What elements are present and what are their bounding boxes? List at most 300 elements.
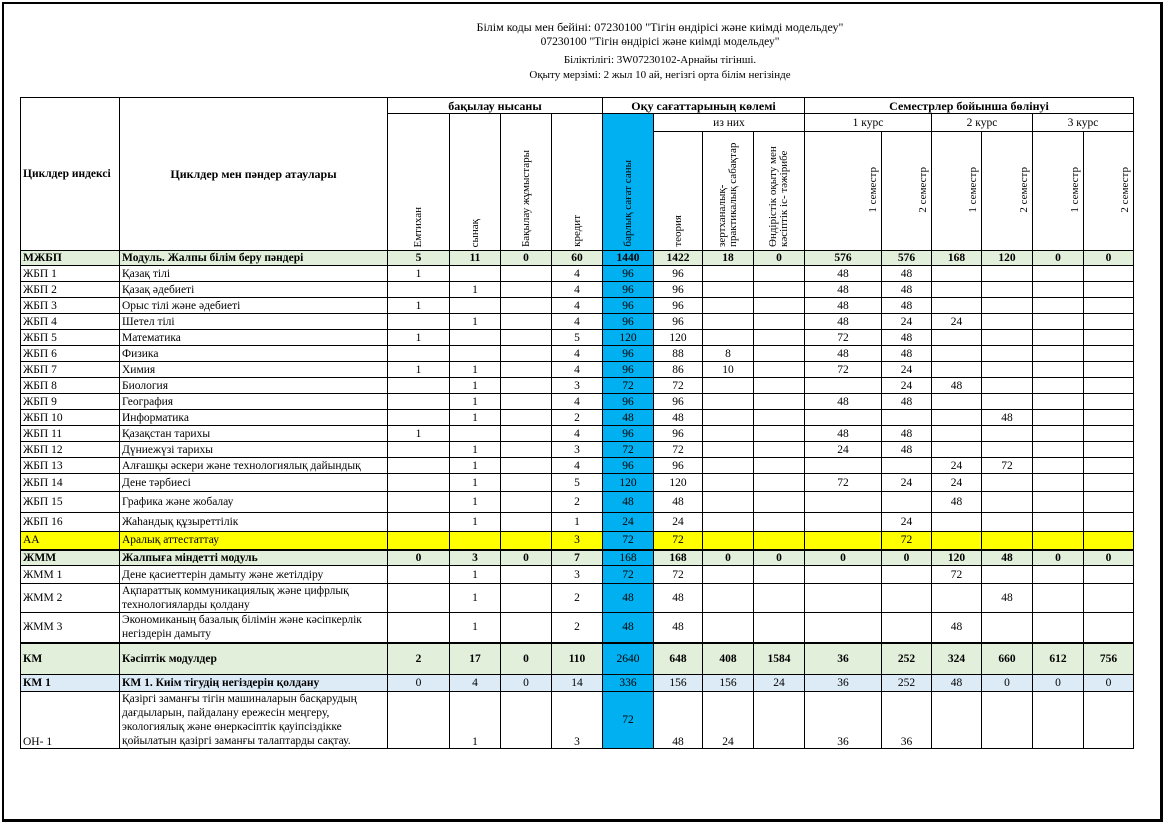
cell-lab-practice: 156 [703, 675, 754, 692]
title-code: 07230100 "Тігін өндірісі және киімді модельдеу" [540, 36, 780, 48]
cell-control-work [501, 513, 552, 532]
cell-exam [388, 584, 450, 613]
col-header-course1: 1 курс [805, 114, 932, 132]
cell-credit: 2 [552, 410, 603, 426]
cell-name: Математика [120, 330, 388, 346]
cell-total-hours: 72 [603, 378, 654, 394]
cell-c3-sem1 [1033, 266, 1084, 282]
cell-control-work: 0 [501, 643, 552, 675]
cell-c2-sem1: 72 [932, 566, 982, 584]
cell-total-hours: 96 [603, 314, 654, 330]
cell-control-work [501, 346, 552, 362]
cell-c2-sem2 [982, 266, 1033, 282]
cell-lab-practice [703, 566, 754, 584]
cell-theory: 86 [654, 362, 703, 378]
cell-control-work [501, 362, 552, 378]
cell-c1-sem2: 48 [882, 426, 932, 442]
cell-c3-sem2 [1084, 513, 1134, 532]
cell-index: ЖБП 10 [21, 410, 120, 426]
cell-credit: 4 [552, 394, 603, 410]
cell-credit: 4 [552, 362, 603, 378]
cell-total-hours: 48 [603, 492, 654, 513]
cell-exam [388, 378, 450, 394]
cell-total-hours: 72 [603, 442, 654, 458]
cell-c1-sem2 [882, 566, 932, 584]
cell-credit: 3 [552, 442, 603, 458]
cell-c1-sem1: 24 [805, 442, 882, 458]
cell-c2-sem1: 168 [932, 251, 982, 266]
table-row [21, 584, 1134, 613]
cell-c2-sem1: 48 [932, 492, 982, 513]
cell-c1-sem1 [805, 513, 882, 532]
cell-c2-sem1: 120 [932, 550, 982, 566]
cell-c1-sem2: 48 [882, 282, 932, 298]
table-row [21, 298, 1134, 314]
cell-industrial [754, 266, 805, 282]
cell-c3-sem2 [1084, 298, 1134, 314]
cell-test [450, 330, 501, 346]
cell-c3-sem1 [1033, 492, 1084, 513]
cell-name: Қазақ тілі [120, 266, 388, 282]
cell-c1-sem2: 72 [882, 532, 932, 550]
cell-credit: 5 [552, 474, 603, 492]
cell-credit: 4 [552, 266, 603, 282]
cell-c1-sem1: 72 [805, 362, 882, 378]
cell-c1-sem1: 576 [805, 251, 882, 266]
cell-c1-sem1: 36 [805, 643, 882, 675]
cell-index: ЖБП 16 [21, 513, 120, 532]
col-header-index: Циклдер индексі [21, 98, 120, 251]
cell-c3-sem1: 612 [1033, 643, 1084, 675]
cell-c2-sem2: 48 [982, 584, 1033, 613]
cell-test: 1 [450, 566, 501, 584]
cell-control-work: 0 [501, 550, 552, 566]
cell-c2-sem1 [932, 426, 982, 442]
cell-theory: 96 [654, 394, 703, 410]
cell-theory: 96 [654, 298, 703, 314]
cell-c2-sem2: 48 [982, 550, 1033, 566]
cell-c1-sem1: 48 [805, 282, 882, 298]
cell-exam [388, 410, 450, 426]
cell-test: 1 [450, 394, 501, 410]
cell-name: Дене тәрбиесі [120, 474, 388, 492]
col-header-credit: кредит [552, 114, 603, 251]
cell-c2-sem2 [982, 613, 1033, 643]
cell-industrial [754, 513, 805, 532]
cell-c2-sem2: 48 [982, 410, 1033, 426]
cell-exam [388, 513, 450, 532]
cell-test: 11 [450, 251, 501, 266]
cell-c1-sem1: 48 [805, 394, 882, 410]
cell-total-hours: 96 [603, 346, 654, 362]
table-row [21, 492, 1134, 513]
col-header-total-hours: барлық сағат саны [603, 114, 654, 251]
table-row [21, 513, 1134, 532]
cell-c3-sem1 [1033, 474, 1084, 492]
cell-c1-sem2: 24 [882, 378, 932, 394]
cell-total-hours: 24 [603, 513, 654, 532]
cell-exam: 5 [388, 251, 450, 266]
cell-industrial [754, 566, 805, 584]
col-header-c2-sem1: 1 семестр [932, 132, 982, 251]
cell-c2-sem2 [982, 474, 1033, 492]
cell-index: КМ [21, 643, 120, 675]
cell-name: Экономиканың базалық білімін және кәсіпкерлік негіздерін дамыту [120, 613, 388, 643]
cell-total-hours: 48 [603, 584, 654, 613]
cell-industrial [754, 492, 805, 513]
cell-control-work [501, 613, 552, 643]
cell-c2-sem1 [932, 692, 982, 749]
cell-c3-sem1 [1033, 314, 1084, 330]
cell-c2-sem1 [932, 266, 982, 282]
cell-c2-sem2 [982, 282, 1033, 298]
cell-c1-sem1: 36 [805, 675, 882, 692]
cell-c1-sem2: 48 [882, 266, 932, 282]
cell-credit: 2 [552, 492, 603, 513]
cell-theory: 48 [654, 584, 703, 613]
cell-name: КМ 1. Киім тігудің негіздерін қолдану [120, 675, 388, 692]
cell-c2-sem1: 48 [932, 378, 982, 394]
cell-total-hours: 96 [603, 266, 654, 282]
table-row [21, 458, 1134, 474]
cell-test: 1 [450, 613, 501, 643]
cell-c3-sem2 [1084, 492, 1134, 513]
cell-test [450, 426, 501, 442]
cell-control-work [501, 426, 552, 442]
col-header-exam: Емтихан [388, 114, 450, 251]
table-row [21, 675, 1134, 692]
cell-control-work [501, 282, 552, 298]
cell-credit: 1 [552, 513, 603, 532]
cell-exam [388, 458, 450, 474]
cell-c3-sem1 [1033, 410, 1084, 426]
cell-index: ЖБП 3 [21, 298, 120, 314]
cell-test: 17 [450, 643, 501, 675]
cell-c2-sem2 [982, 346, 1033, 362]
cell-exam: 1 [388, 330, 450, 346]
cell-total-hours: 336 [603, 675, 654, 692]
cell-c3-sem2 [1084, 282, 1134, 298]
cell-total-hours: 96 [603, 426, 654, 442]
cell-theory: 96 [654, 314, 703, 330]
cell-c3-sem1: 0 [1033, 550, 1084, 566]
cell-test: 1 [450, 362, 501, 378]
cell-control-work [501, 584, 552, 613]
cell-industrial: 0 [754, 251, 805, 266]
cell-c2-sem2 [982, 378, 1033, 394]
cell-c2-sem2: 72 [982, 458, 1033, 474]
cell-test: 1 [450, 474, 501, 492]
cell-name: Графика және жобалау [120, 492, 388, 513]
cell-index: ЖБП 1 [21, 266, 120, 282]
cell-industrial [754, 362, 805, 378]
cell-c1-sem2: 24 [882, 362, 932, 378]
cell-exam [388, 346, 450, 362]
cell-c2-sem2: 660 [982, 643, 1033, 675]
cell-index: АА [21, 532, 120, 550]
cell-lab-practice: 24 [703, 692, 754, 749]
cell-theory: 48 [654, 410, 703, 426]
cell-lab-practice [703, 584, 754, 613]
cell-control-work [501, 410, 552, 426]
cell-c3-sem1 [1033, 426, 1084, 442]
cell-exam: 1 [388, 426, 450, 442]
cell-lab-practice [703, 378, 754, 394]
table-row [21, 613, 1134, 643]
cell-c3-sem2 [1084, 692, 1134, 749]
cell-index: ЖБП 4 [21, 314, 120, 330]
cell-exam [388, 314, 450, 330]
cell-theory: 96 [654, 266, 703, 282]
cell-index: ЖБП 9 [21, 394, 120, 410]
cell-exam: 1 [388, 298, 450, 314]
cell-lab-practice [703, 282, 754, 298]
module-row [21, 550, 1134, 566]
cell-theory: 648 [654, 643, 703, 675]
cell-c1-sem2: 0 [882, 550, 932, 566]
col-header-lab-practice: зертханалық-практикалық сабақтар [703, 132, 754, 251]
col-header-c1-sem1: 1 семестр [805, 132, 882, 251]
cell-index: ОН- 1 [21, 692, 120, 749]
cell-theory: 96 [654, 426, 703, 442]
cell-c3-sem2: 0 [1084, 550, 1134, 566]
table-row [21, 346, 1134, 362]
cell-c1-sem2: 48 [882, 298, 932, 314]
title-qualification: Біліктілігі: 3W07230102-Арнайы тігінші. [563, 54, 757, 66]
cell-test: 1 [450, 442, 501, 458]
cell-test: 1 [450, 458, 501, 474]
cell-name: Жаһандық құзыреттілік [120, 513, 388, 532]
cell-c2-sem1 [932, 442, 982, 458]
cell-test: 4 [450, 675, 501, 692]
cell-lab-practice [703, 410, 754, 426]
cell-c3-sem2: 0 [1084, 675, 1134, 692]
cell-c3-sem1 [1033, 330, 1084, 346]
cell-c2-sem2 [982, 330, 1033, 346]
cell-c3-sem1 [1033, 566, 1084, 584]
col-group-control: бақылау нысаны [388, 98, 603, 114]
col-group-of-which: из них [654, 114, 805, 132]
cell-theory: 88 [654, 346, 703, 362]
cell-c1-sem1 [805, 410, 882, 426]
cell-c2-sem2 [982, 566, 1033, 584]
cell-c1-sem2: 48 [882, 442, 932, 458]
cell-index: КМ 1 [21, 675, 120, 692]
cell-theory: 72 [654, 378, 703, 394]
cell-name: Биология [120, 378, 388, 394]
cell-name: Қазақ әдебиеті [120, 282, 388, 298]
cell-index: ЖБП 14 [21, 474, 120, 492]
cell-c1-sem1: 48 [805, 314, 882, 330]
cell-exam [388, 492, 450, 513]
cell-name: Қазіргі заманғы тігін машиналарын басқарудың дағдыларын, пайдалану ережесін меңгеру, экологиялық және өнеркәсіптік қауіпсіздікке қойылатын қазіргі заманғы талаптарды сақтау. [120, 692, 388, 749]
cell-name: Модуль. Жалпы білім беру пәндері [120, 251, 388, 266]
cell-name: Қазақстан тарихы [120, 426, 388, 442]
table-row [21, 314, 1134, 330]
cell-industrial [754, 474, 805, 492]
cell-credit: 4 [552, 346, 603, 362]
cell-c1-sem2: 24 [882, 513, 932, 532]
cell-test: 1 [450, 410, 501, 426]
cell-total-hours: 120 [603, 330, 654, 346]
col-header-course2: 2 курс [932, 114, 1033, 132]
cell-c2-sem1: 48 [932, 613, 982, 643]
cell-industrial [754, 532, 805, 550]
col-header-c3-sem1: 1 семестр [1033, 132, 1084, 251]
cell-total-hours: 96 [603, 282, 654, 298]
cell-theory: 48 [654, 692, 703, 749]
table-row [21, 692, 1134, 749]
table-row [21, 410, 1134, 426]
cell-c3-sem2 [1084, 362, 1134, 378]
cell-control-work [501, 442, 552, 458]
cell-c2-sem2: 0 [982, 675, 1033, 692]
cell-credit: 4 [552, 426, 603, 442]
cell-total-hours: 2640 [603, 643, 654, 675]
cell-lab-practice [703, 474, 754, 492]
cell-index: ЖММ 1 [21, 566, 120, 584]
cell-control-work [501, 298, 552, 314]
cell-exam: 1 [388, 266, 450, 282]
cell-total-hours: 96 [603, 298, 654, 314]
cell-c1-sem2 [882, 492, 932, 513]
module-row [21, 251, 1134, 266]
cell-control-work: 0 [501, 251, 552, 266]
cell-control-work [501, 474, 552, 492]
cell-c1-sem1 [805, 566, 882, 584]
cell-credit: 7 [552, 550, 603, 566]
cell-c1-sem2: 24 [882, 474, 932, 492]
table-row [21, 378, 1134, 394]
cell-industrial [754, 410, 805, 426]
cell-c3-sem1 [1033, 394, 1084, 410]
cell-control-work [501, 394, 552, 410]
cell-total-hours: 72 [603, 566, 654, 584]
cell-total-hours: 96 [603, 458, 654, 474]
cell-lab-practice [703, 532, 754, 550]
cell-name: Дене қасиеттерін дамыту және жетілдіру [120, 566, 388, 584]
cell-industrial: 24 [754, 675, 805, 692]
cell-industrial [754, 282, 805, 298]
cell-name: Жалпыға міндетті модуль [120, 550, 388, 566]
col-header-control-work: Бақылау жұмыстары [501, 114, 552, 251]
cell-c3-sem2 [1084, 458, 1134, 474]
cell-theory: 120 [654, 330, 703, 346]
cell-credit: 3 [552, 692, 603, 749]
cell-c1-sem1: 48 [805, 426, 882, 442]
col-header-course3: 3 курс [1033, 114, 1134, 132]
cell-lab-practice [703, 298, 754, 314]
cell-c3-sem2 [1084, 394, 1134, 410]
cell-control-work [501, 330, 552, 346]
cell-theory: 1422 [654, 251, 703, 266]
cell-c3-sem1 [1033, 692, 1084, 749]
cell-index: ЖБП 15 [21, 492, 120, 513]
cell-exam: 0 [388, 550, 450, 566]
cell-industrial [754, 584, 805, 613]
cell-credit: 2 [552, 584, 603, 613]
cell-c1-sem2: 252 [882, 675, 932, 692]
cell-index: ЖБП 5 [21, 330, 120, 346]
cell-c2-sem2 [982, 532, 1033, 550]
cell-c2-sem1 [932, 282, 982, 298]
cell-name: Кәсіптік модулдер [120, 643, 388, 675]
cell-lab-practice [703, 513, 754, 532]
cell-theory: 168 [654, 550, 703, 566]
cell-lab-practice [703, 492, 754, 513]
cell-exam [388, 532, 450, 550]
cell-control-work [501, 566, 552, 584]
attestation-row [21, 532, 1134, 550]
cell-exam [388, 692, 450, 749]
cell-c1-sem2: 48 [882, 346, 932, 362]
cell-credit: 4 [552, 458, 603, 474]
table-row [21, 394, 1134, 410]
cell-c2-sem1 [932, 532, 982, 550]
cell-c1-sem2 [882, 410, 932, 426]
cell-index: ЖБП 6 [21, 346, 120, 362]
cell-total-hours: 1440 [603, 251, 654, 266]
cell-c2-sem2 [982, 426, 1033, 442]
cell-c3-sem1 [1033, 613, 1084, 643]
cell-index: ЖБП 13 [21, 458, 120, 474]
col-header-c2-sem2: 2 семестр [982, 132, 1033, 251]
col-header-c3-sem2: 2 семестр [1084, 132, 1134, 251]
col-header-test: сынақ [450, 114, 501, 251]
cell-c2-sem1: 24 [932, 474, 982, 492]
cell-c3-sem2 [1084, 266, 1134, 282]
cell-lab-practice [703, 314, 754, 330]
cell-theory: 156 [654, 675, 703, 692]
cell-exam [388, 394, 450, 410]
table-row [21, 566, 1134, 584]
col-header-theory: теория [654, 132, 703, 251]
cell-c3-sem2 [1084, 584, 1134, 613]
cell-index: ЖБП 8 [21, 378, 120, 394]
cell-c3-sem1 [1033, 532, 1084, 550]
table-row [21, 330, 1134, 346]
cell-industrial: 0 [754, 550, 805, 566]
cell-lab-practice: 408 [703, 643, 754, 675]
cell-name: Ақпараттық коммуникациялық және цифрлық технологияларды қолдану [120, 584, 388, 613]
cell-c1-sem1: 48 [805, 298, 882, 314]
cell-name: Дүниежүзі тарихы [120, 442, 388, 458]
cell-theory: 72 [654, 442, 703, 458]
cell-name: География [120, 394, 388, 410]
cell-total-hours: 72 [603, 532, 654, 550]
cell-c1-sem2 [882, 458, 932, 474]
cell-c3-sem1 [1033, 346, 1084, 362]
cell-name: Аралық аттестаттау [120, 532, 388, 550]
col-header-name: Циклдер мен пәндер атаулары [120, 98, 388, 251]
cell-index: МЖБП [21, 251, 120, 266]
cell-lab-practice [703, 330, 754, 346]
cell-c2-sem2 [982, 692, 1033, 749]
cell-name: Алғашқы әскери және технологиялық дайындық [120, 458, 388, 474]
cell-test: 1 [450, 314, 501, 330]
cell-exam [388, 566, 450, 584]
table-row [21, 442, 1134, 458]
curriculum-table [20, 97, 1134, 749]
cell-credit: 4 [552, 298, 603, 314]
cell-c1-sem1: 48 [805, 266, 882, 282]
cell-c2-sem1 [932, 410, 982, 426]
cell-c2-sem2 [982, 492, 1033, 513]
cell-c2-sem1: 324 [932, 643, 982, 675]
cell-index: ЖММ [21, 550, 120, 566]
cell-control-work [501, 378, 552, 394]
cell-c3-sem2 [1084, 410, 1134, 426]
